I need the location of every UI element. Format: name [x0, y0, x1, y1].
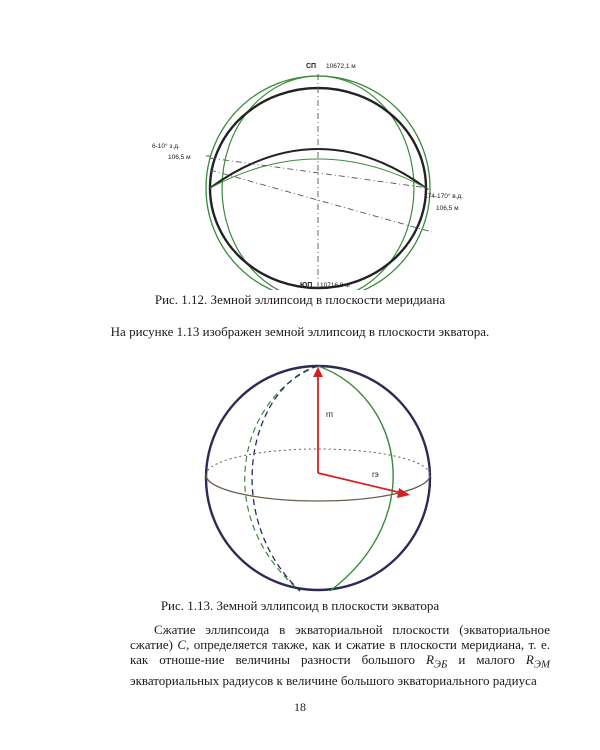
arrow-re-icon [397, 488, 410, 498]
meridian-back-dark [252, 366, 318, 591]
label-east-lon: 174-170° в.д. [424, 193, 464, 200]
arrow-rp-icon [313, 367, 323, 377]
label-south-value: 10716,8 м [320, 282, 350, 289]
para-text-4: экваториальных радиусов к величине большого экваториального радиуса [130, 672, 537, 688]
para-sub-em: ЭМ [533, 658, 550, 671]
label-re: rэ [372, 470, 379, 479]
meridian-back [245, 366, 318, 591]
page-number: 18 [294, 700, 306, 714]
para-var-r-big: R [425, 652, 434, 667]
equator-front [206, 475, 430, 501]
label-west-lon: 6-10° з.д. [152, 143, 180, 150]
para-var-r-small: R [525, 652, 534, 667]
para-text-2: , определяется также, как и сжатие в плоскости меридиана, т. е. как отноше-ние величины разности большого [130, 637, 550, 667]
meridian-front [318, 366, 393, 591]
diameter-line-2 [210, 170, 432, 232]
figure-equator-svg [0, 355, 600, 595]
para-sub-eb: ЭБ [433, 658, 448, 671]
caption-figure-1-12: Рис. 1.12. Земной эллипсоид в плоскости меридиана [154, 292, 446, 307]
figure-meridian-ellipsoid [0, 40, 600, 290]
label-east-value: 106,5 м [436, 205, 459, 212]
para-text-1: Сжатие эллипсоида в экваториальной плоскости (экваториальное сжатие) [130, 622, 550, 652]
para-text-3: и малого [447, 652, 526, 667]
label-south: ЮП [300, 282, 313, 289]
caption-figure-1-13: Рис. 1.13. Земной эллипсоид в плоскости экватора [160, 598, 440, 613]
intro-line: На рисунке 1.13 изображен земной эллипсоид в плоскости экватора. [110, 324, 490, 339]
figure-meridian-svg [0, 40, 600, 290]
label-rp: rп [326, 410, 333, 419]
body-paragraph [130, 622, 550, 688]
para-var-c: С [177, 637, 187, 652]
label-north: СП [306, 63, 317, 70]
vector-re [318, 473, 402, 493]
label-west-value: 106,5 м [168, 154, 191, 161]
label-north-value: 10672,1 м [326, 63, 356, 70]
figure-equator-ellipsoid [0, 355, 600, 595]
